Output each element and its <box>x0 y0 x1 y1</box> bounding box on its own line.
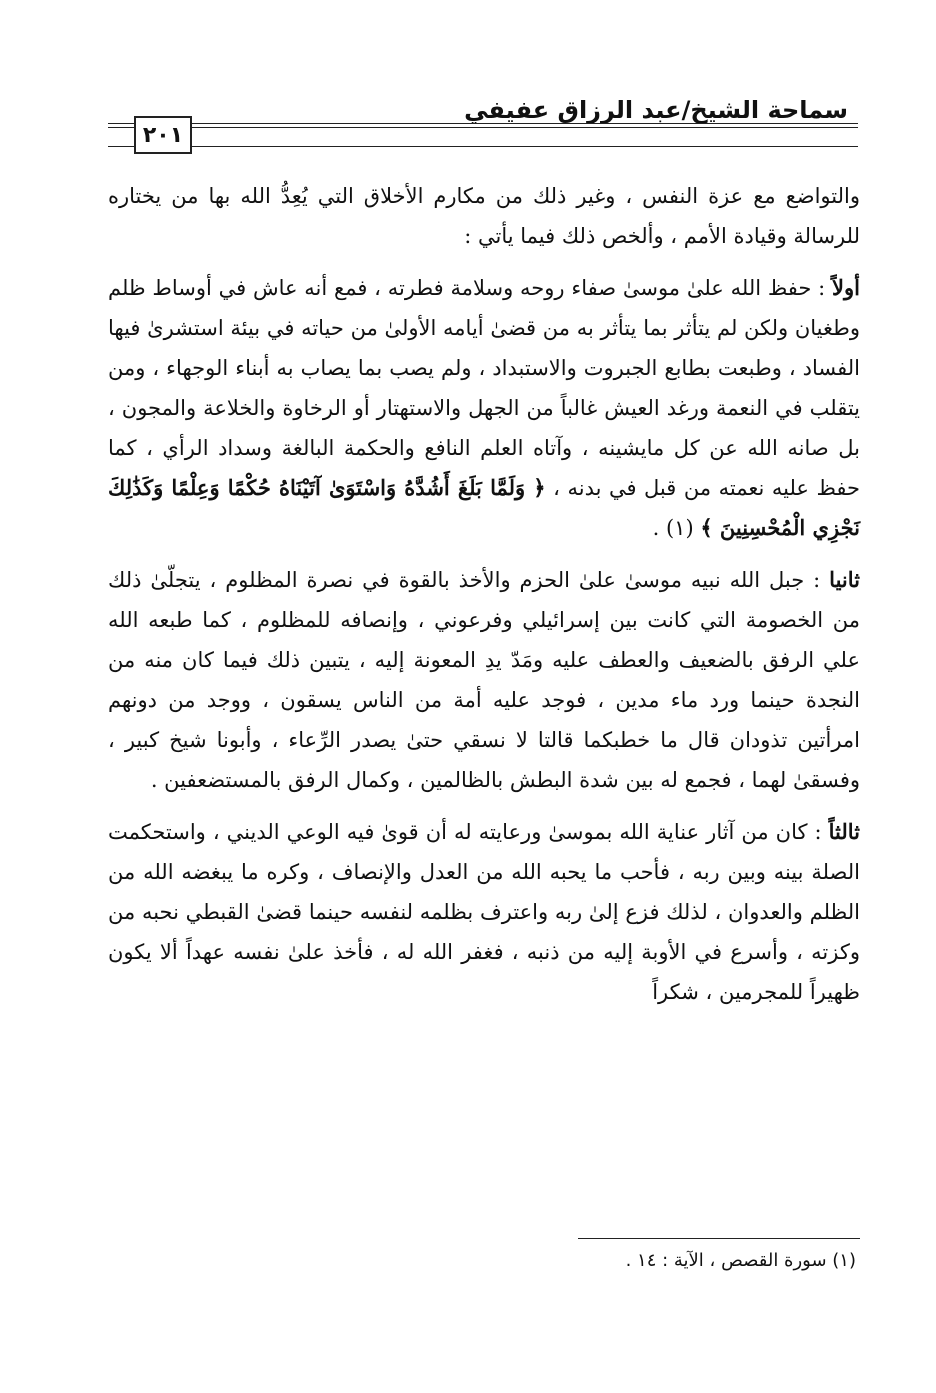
paragraph-text: : جبل الله نبيه موسىٰ علىٰ الحزم والأخذ بالقوة في نصرة المظلوم ، يتجلّىٰ ذلك من الخصومة التي كانت بين إسرائيلي وفرعوني ، وإنصافه للمظلوم ، كما طبعه الله علي الرفق بالضعيف والعطف عليه ومَدّ يدِ المعونة إليه ، يتبين ذلك فيما كان منه من النجدة حينما ورد ماء مدين ، فوجد عليه أمة من الناس يسقون ، ووجد من دونهم امرأتين تذودان قال ما خطبكما قالتا لا نسقي حتىٰ يصدر الرِّعاء ، وأبونا شيخ كبير ، وفسقىٰ لهما ، فجمع له بين شدة البطش بالظالمين ، وكمال الرفق بالمستضعفين . <box>108 568 860 792</box>
header-rule-top <box>108 123 858 124</box>
header-rule-bottom <box>108 146 858 147</box>
paragraph-third <box>108 812 860 1012</box>
paragraph-text: : حفظ الله علىٰ موسىٰ صفاء روحه وسلامة فطرته ، فمع أنه عاش في أوساط ظلم وطغيان ولكن لم يتأثر بما يتأثر به من قضىٰ أيامه الأولىٰ من حياته في بيئة استشرىٰ فيها الفساد ، وطبعت بطابع الجبروت والاستبداد ، ولم يصب بما يصاب به أبناء الوجهاء ، ومن يتقلب في النعمة ورغد العيش غالباً من الجهل والاستهتار أو الرخاوة والخلاعة والمجون ، بل صانه الله عن كل مايشينه ، وآتاه العلم النافع والحكمة البالغة وسداد الرأي ، كما حفظ عليه نعمته من قبل في بدنه ، <box>108 276 860 500</box>
running-title: سماحة الشيخ/عبد الرزاق عفيفي <box>464 96 848 124</box>
body-text <box>108 176 860 1012</box>
footnote-rule <box>578 1238 860 1239</box>
paragraph-lead: أولاً <box>832 275 860 300</box>
header-rule-middle <box>108 127 858 128</box>
footnote-ref: (١) . <box>652 516 701 540</box>
footnote: (١) سورة القصص ، الآية : ١٤ . <box>625 1250 856 1271</box>
quran-verse: ﴿ وَلَمَّا بَلَغَ أَشُدَّهُ وَاسْتَوَىٰ آتَيْنَاهُ حُكْمًا وَعِلْمًا وَكَذَٰلِكَ نَجْزِي الْمُحْسِنِينَ ﴾ <box>108 475 860 540</box>
paragraph-text: والتواضع مع عزة النفس ، وغير ذلك من مكارم الأخلاق التي يُعِدُّ الله بها من يختاره للرسالة وقيادة الأمم ، وألخص ذلك فيما يأتي : <box>108 184 860 248</box>
paragraph-lead: ثانيا <box>829 567 860 592</box>
paragraph-lead: ثالثاً <box>828 819 860 844</box>
paragraph-text: : كان من آثار عناية الله بموسىٰ ورعايته له أن قوىٰ فيه الوعي الديني ، واستحكمت الصلة بينه وبين ربه ، فأحب ما يحبه الله من العدل والإنصاف ، وكره ما يبغضه الله من الظلم والعدوان ، لذلك فزع إلىٰ ربه واعترف بظلمه لنفسه حينما قضىٰ القبطي نحبه من وكزته ، وأسرع في الأوبة إليه من ذنبه ، فغفر الله له ، فأخذ علىٰ نفسه عهداً ألا يكون ظهيراً للمجرمين ، شكراً <box>108 820 860 1004</box>
paragraph-first <box>108 268 860 548</box>
paragraph-second <box>108 560 860 800</box>
paragraph-intro <box>108 176 860 256</box>
page-number: ٢٠١ <box>134 116 192 154</box>
